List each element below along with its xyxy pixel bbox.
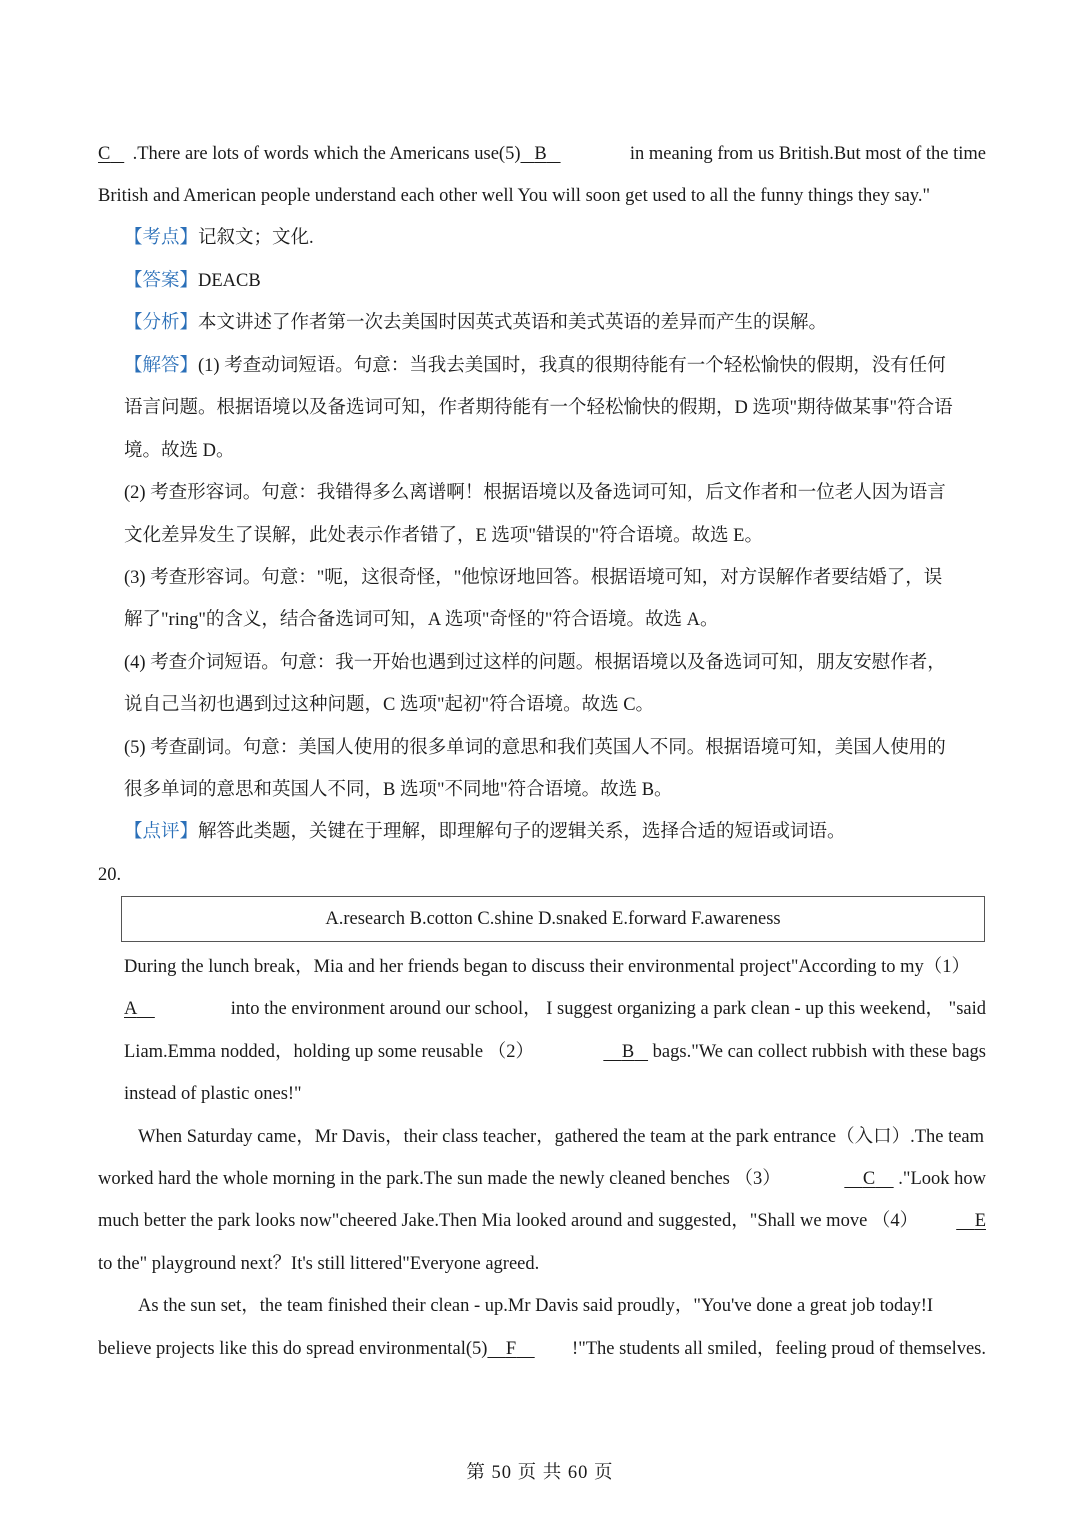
jieda-1b: 语言问题。根据语境以及备选词可知，作者期待能有一个轻松愉快的假期，D 选项"期待做某事"符合语 <box>124 398 953 418</box>
p3-line-2-start: believe projects like this do spread environmental(5) <box>98 1339 488 1359</box>
p1-line-1: During the lunch break，Mia and her friends began to discuss their environmental project"According to my（1） <box>124 957 970 977</box>
p2-line-2-start: worked hard the whole morning in the park.The sun made the newly cleaned benches （3） <box>98 1169 781 1189</box>
fenxi-text: 本文讲述了作者第一次去美国时因英式英语和美式英语的差异而产生的误解。 <box>198 313 828 333</box>
dianping-text: 解答此类题，关键在于理解，即理解句子的逻辑关系，选择合适的短语或词语。 <box>198 822 846 842</box>
jieda-row <box>124 353 986 379</box>
jieda-4a: (4) 考查介词短语。句意：我一开始也遇到过这样的问题。根据语境以及备选词可知，朋友安慰作者， <box>124 653 946 673</box>
jieda-1c: 境。故选 D。 <box>124 441 235 461</box>
answer-blank: B <box>534 144 547 164</box>
jieda-2b: 文化差异发生了误解，此处表示作者错了，E 选项"错误的"符合语境。故选 E。 <box>124 526 763 546</box>
p3-line-2-end: !"The students all smiled，feeling proud of themselves. <box>567 1339 986 1359</box>
answer-blank: E <box>974 1211 986 1231</box>
q19-line-1: C .There are lots of words which the Americans use(5) B in meaning from us British.But most of the time <box>98 141 986 167</box>
p1-line-4: instead of plastic ones!" <box>124 1084 302 1104</box>
p2-line-3-start: much better the park looks now"cheered Jake.Then Mia looked around and suggested，"Shall we move （4） <box>98 1211 919 1231</box>
dianping-tag: 【点评】 <box>124 822 199 842</box>
p1-line-3-start: Liam.Emma nodded，holding up some reusable （2） <box>124 1042 535 1062</box>
daan-text: DEACB <box>198 271 261 291</box>
p3-line-1: As the sun set，the team finished their clean - up.Mr Davis said proudly，"You've done a great job today!I <box>138 1296 934 1316</box>
answer-blank: F <box>505 1339 517 1359</box>
q19-line-2: British and American people understand each other well You will soon get used to all the funny things they say." <box>98 186 931 206</box>
q19-line-1-end: in meaning from us British.But most of the time <box>625 144 986 164</box>
jieda-5a: (5) 考查副词。句意：美国人使用的很多单词的意思和我们英国人不同。根据语境可知，美国人使用的 <box>124 738 946 758</box>
jieda-3a: (3) 考查形容词。句意："呃，这很奇怪，"他惊讶地回答。根据语境可知，对方误解作者要结婚了，误 <box>124 568 943 588</box>
daan-tag: 【答案】 <box>124 271 199 291</box>
kaodian-tag: 【考点】 <box>124 228 199 248</box>
question-number: 20. <box>98 865 122 885</box>
answer-blank: C <box>98 144 111 164</box>
word-bank-options: A.research B.cotton C.shine D.snaked E.forward F.awareness <box>325 908 781 929</box>
p1-line-2 <box>124 996 986 1022</box>
p1-line-2-text: into the environment around our school， I suggest organizing a park clean - up this weekend， "said <box>226 999 986 1019</box>
jieda-text-1a: (1) 考查动词短语。句意：当我去美国时，我真的很期待能有一个轻松愉快的假期，没有任何 <box>198 356 946 376</box>
jieda-3b: 解了"ring"的含义，结合备选词可知，A 选项"奇怪的"符合语境。故选 A。 <box>124 610 719 630</box>
jieda-tag: 【解答】 <box>124 356 199 376</box>
p3-line-2 <box>98 1336 986 1362</box>
jieda-5b: 很多单词的意思和英国人不同，B 选项"不同地"符合语境。故选 B。 <box>124 780 673 800</box>
jieda-2a: (2) 考查形容词。句意：我错得多么离谱啊！根据语境以及备选词可知，后文作者和一位老人因为语言 <box>124 483 946 503</box>
page-footer: 第 50 页 共 60 页 <box>466 1463 614 1483</box>
kaodian-row <box>124 225 986 251</box>
p2-line-4: to the" playground next？It's still littered"Everyone agreed. <box>98 1254 540 1274</box>
p2-line-1: When Saturday came，Mr Davis，their class teacher，gathered the team at the park entrance（入口）.The team <box>138 1127 985 1147</box>
p2-line-2: worked hard the whole morning in the park.The sun made the newly cleaned benches （3） C ."Look how <box>98 1166 986 1192</box>
answer-blank: A <box>124 999 137 1019</box>
answer-blank: B <box>621 1042 635 1062</box>
fenxi-tag: 【分析】 <box>124 313 199 333</box>
p1-line-3: Liam.Emma nodded，holding up some reusable （2） B bags."We can collect rubbish with these bags <box>124 1039 986 1065</box>
fenxi-row <box>124 310 986 336</box>
jieda-4b: 说自己当初也遇到过这种问题，C 选项"起初"符合语境。故选 C。 <box>124 695 655 715</box>
p2-line-3 <box>98 1208 986 1234</box>
word-bank-box <box>121 896 985 942</box>
daan-row <box>124 268 986 294</box>
answer-blank: C <box>862 1169 876 1189</box>
kaodian-text: 记叙文；文化. <box>198 228 314 248</box>
dianping-row <box>124 819 986 845</box>
